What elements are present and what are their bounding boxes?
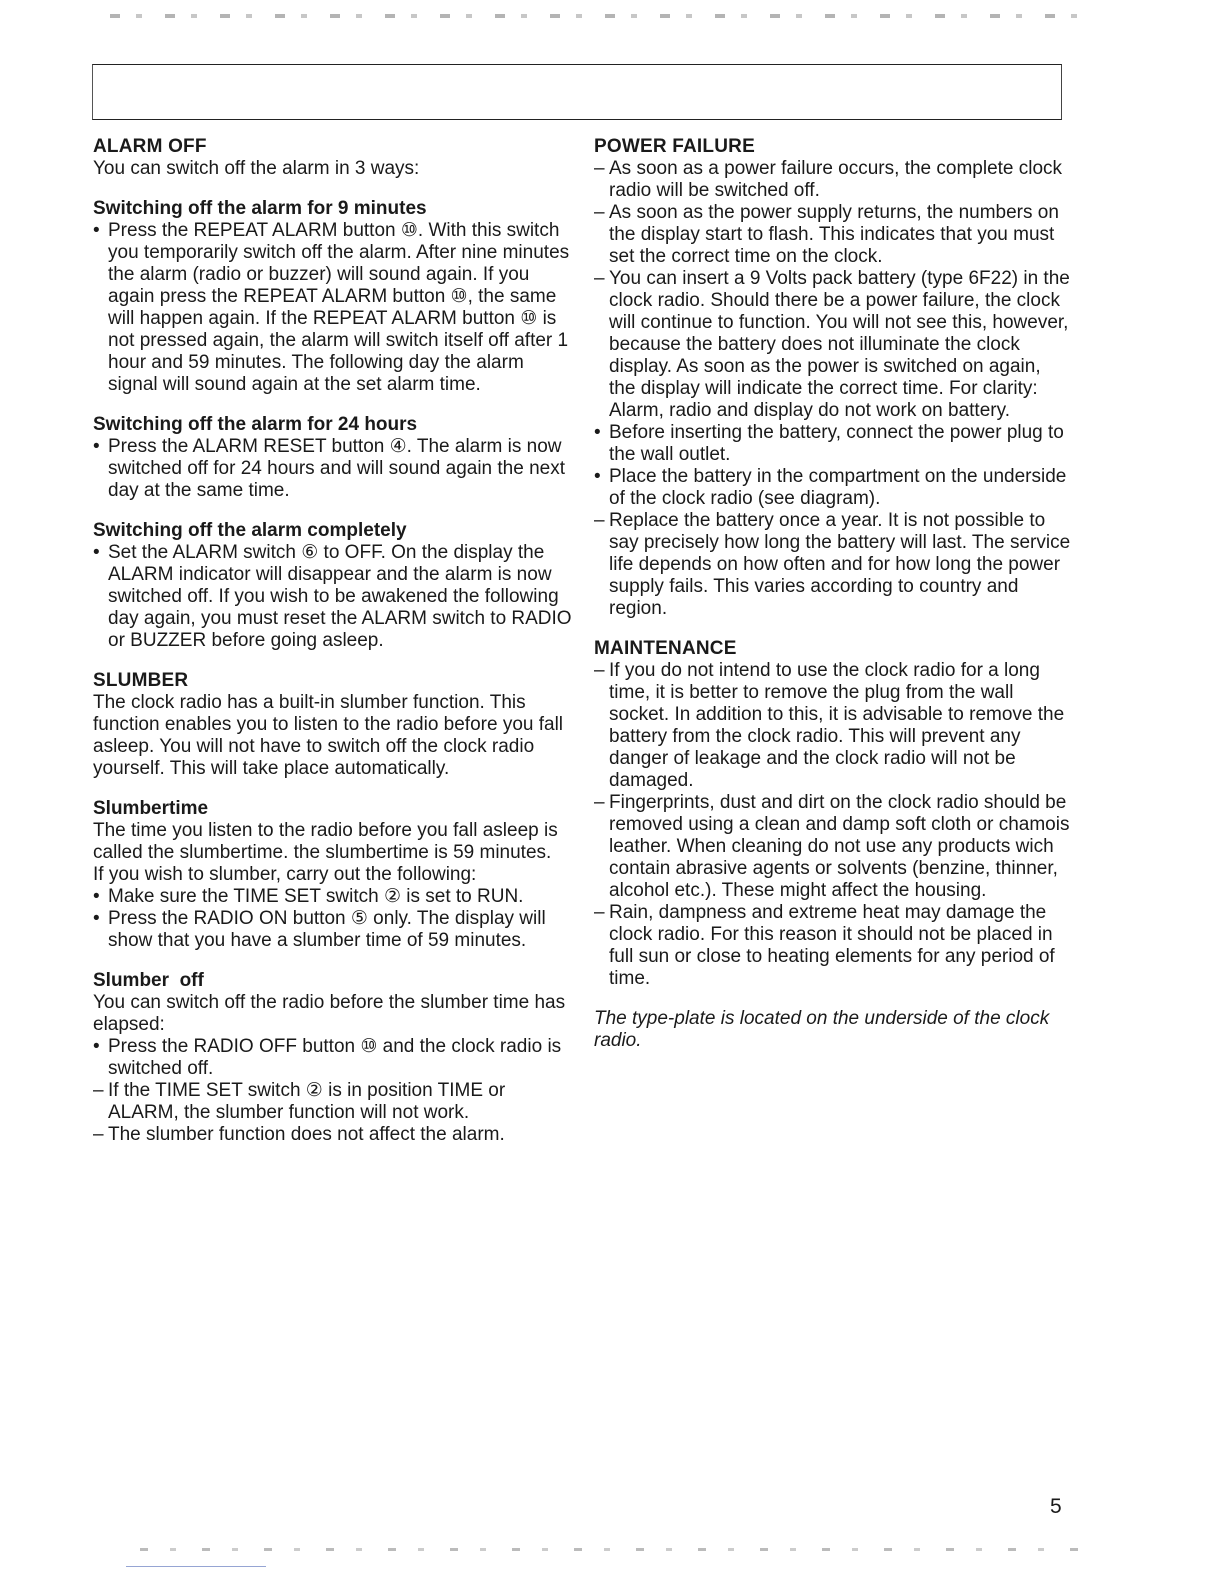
bullet-marker: • <box>93 908 100 929</box>
list-item <box>93 1080 573 1124</box>
bullet-marker: • <box>93 886 100 907</box>
maintenance-heading: MAINTENANCE <box>594 638 737 659</box>
dash-marker: – <box>93 1124 104 1145</box>
slumbertime-heading: Slumbertime <box>93 798 209 819</box>
list-item-text: If you do not intend to use the clock radio for a long time, it is better to remove the plug from the wall socket. In addition to this, it is advisable to remove the battery from the clock radio. This will prevent any danger of leakage and the clock radio will not be damaged. <box>609 660 1065 791</box>
header-box <box>92 64 1062 120</box>
power-failure-heading: POWER FAILURE <box>594 136 755 157</box>
right-column <box>594 136 1072 1052</box>
twentyfour-hours-heading: Switching off the alarm for 24 hours <box>93 414 418 435</box>
list-item <box>594 792 1072 902</box>
dash-marker: – <box>594 902 605 923</box>
list-item-text: Before inserting the battery, connect the power plug to the wall outlet. <box>609 422 1064 465</box>
list-item <box>594 158 1072 202</box>
list-item <box>93 1036 573 1080</box>
nine-minutes-heading: Switching off the alarm for 9 minutes <box>93 198 427 219</box>
list-item <box>594 510 1072 620</box>
scan-artifact-bottom <box>140 1548 1100 1551</box>
list-item-text: Press the RADIO OFF button ⑩ and the clock radio is switched off. <box>108 1036 562 1079</box>
dash-marker: – <box>594 792 605 813</box>
dash-marker: – <box>93 1080 104 1101</box>
list-item-text: Place the battery in the compartment on the underside of the clock radio (see diagram). <box>609 466 1067 509</box>
list-item <box>93 908 573 952</box>
slumber-off-heading: Slumber off <box>93 970 204 991</box>
slumber-body: The clock radio has a built-in slumber function. This function enables you to listen to the radio before you fall asleep. You will not have to switch off the clock radio yourself. This will take place automatically. <box>93 692 564 779</box>
list-item <box>594 466 1072 510</box>
slumber-heading: SLUMBER <box>93 670 189 691</box>
list-item <box>594 902 1072 990</box>
list-item-text: If the TIME SET switch ② is in position TIME or ALARM, the slumber function will not work. <box>108 1080 506 1123</box>
completely-heading: Switching off the alarm completely <box>93 520 407 541</box>
scan-artifact-underline <box>126 1566 266 1567</box>
bullet-marker: • <box>594 422 601 443</box>
list-item <box>93 436 573 502</box>
list-item-text: Press the RADIO ON button ⑤ only. The display will show that you have a slumber time of 59 minutes. <box>108 908 546 951</box>
type-plate-note: The type-plate is located on the underside of the clock radio. <box>594 1008 1050 1051</box>
slumbertime-body: The time you listen to the radio before you fall asleep is called the slumbertime. the slumbertime is 59 minutes. <box>93 820 558 863</box>
list-item-text: As soon as a power failure occurs, the complete clock radio will be switched off. <box>609 158 1063 201</box>
list-item-text: As soon as the power supply returns, the numbers on the display start to flash. This indicates that you must set the correct time on the clock. <box>609 202 1059 267</box>
bullet-marker: • <box>93 542 100 563</box>
list-item-text: Replace the battery once a year. It is not possible to say precisely how long the battery will last. The service life depends on how often and for how long the power supply fails. This varies according to country and region. <box>609 510 1071 619</box>
list-item <box>93 1124 573 1146</box>
bullet-marker: • <box>93 1036 100 1057</box>
bullet-marker: • <box>594 466 601 487</box>
list-item <box>93 542 573 652</box>
slumbertime-body-2: If you wish to slumber, carry out the following: <box>93 864 477 885</box>
alarm-off-heading: ALARM OFF <box>93 136 207 157</box>
slumber-off-body: You can switch off the radio before the slumber time has elapsed: <box>93 992 566 1035</box>
list-item-text: Rain, dampness and extreme heat may damage the clock radio. For this reason it should not be placed in full sun or close to heating elements for any period of time. <box>609 902 1055 989</box>
list-item <box>594 202 1072 268</box>
list-item-text: Press the REPEAT ALARM button ⑩. With this switch you temporarily switch off the alarm. After nine minutes the alarm (radio or buzzer) will sound again. If you again press the REPEAT ALARM button ⑩, the same will happen again. If the REPEAT ALARM button ⑩ is not pressed again, the alarm will switch itself off after 1 hour and 59 minutes. The following day the alarm signal will sound again at the set alarm time. <box>108 220 570 395</box>
dash-marker: – <box>594 660 605 681</box>
list-item-text: Set the ALARM switch ⑥ to OFF. On the display the ALARM indicator will disappear and the alarm is now switched off. If you wish to be awakened the following day again, you must reset the ALARM switch to RADIO or BUZZER before going asleep. <box>108 542 572 651</box>
left-column <box>93 136 573 1146</box>
dash-marker: – <box>594 510 605 531</box>
list-item <box>594 660 1072 792</box>
scan-artifact-top <box>110 14 1100 18</box>
bullet-marker: • <box>93 220 100 241</box>
page-number: 5 <box>1050 1495 1062 1518</box>
list-item-text: Make sure the TIME SET switch ② is set to RUN. <box>108 886 524 907</box>
dash-marker: – <box>594 158 605 179</box>
alarm-off-intro: You can switch off the alarm in 3 ways: <box>93 158 420 179</box>
dash-marker: – <box>594 202 605 223</box>
list-item-text: Fingerprints, dust and dirt on the clock radio should be removed using a clean and damp soft cloth or chamois leather. When cleaning do not use any products wich contain abrasive agents or solvents (benzine, thinner, alcohol etc.). These might affect the housing. <box>609 792 1070 901</box>
list-item-text: Press the ALARM RESET button ④. The alarm is now switched off for 24 hours and will sound again the next day at the same time. <box>108 436 565 501</box>
bullet-marker: • <box>93 436 100 457</box>
list-item <box>93 886 573 908</box>
list-item <box>93 220 573 396</box>
list-item-text: You can insert a 9 Volts pack battery (type 6F22) in the clock radio. Should there be a power failure, the clock will continue to function. You will not see this, however, because the battery does not illuminate the clock display. As soon as the power is switched on again, the display will indicate the correct time. For clarity: Alarm, radio and display do not work on battery. <box>609 268 1070 421</box>
list-item-text: The slumber function does not affect the alarm. <box>108 1124 505 1145</box>
list-item <box>594 268 1072 422</box>
list-item <box>594 422 1072 466</box>
dash-marker: – <box>594 268 605 289</box>
